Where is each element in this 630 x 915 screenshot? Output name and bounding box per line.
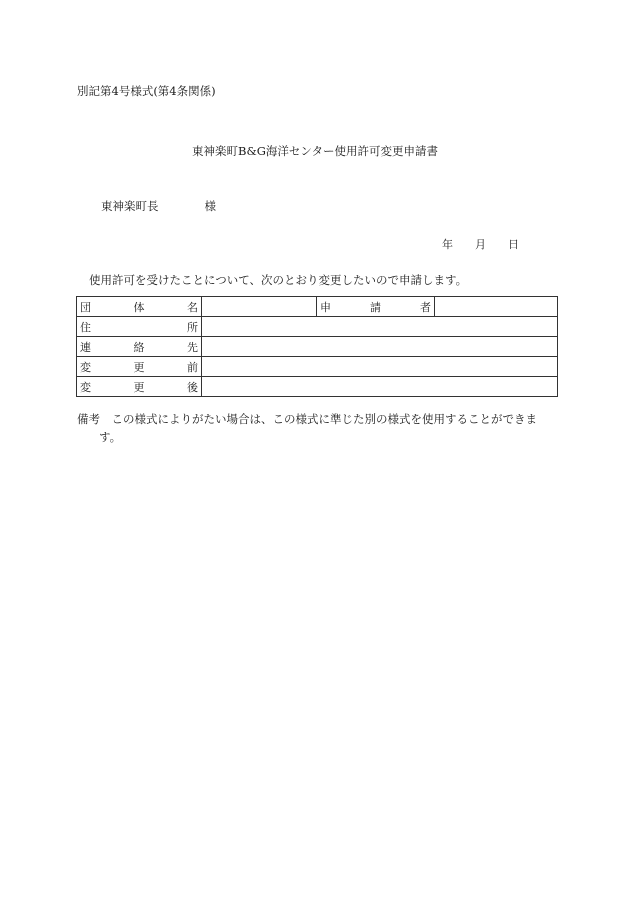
after-change-label: 変 更 後 (77, 377, 202, 397)
form-number: 別記第4号様式(第4条関係) (77, 84, 216, 98)
addressee (101, 198, 216, 214)
applicant-field[interactable] (435, 297, 558, 317)
application-table (76, 296, 558, 397)
after-change-field[interactable] (202, 377, 558, 397)
table-row (77, 317, 558, 337)
group-name-field[interactable] (202, 297, 317, 317)
address-label: 住 所 (77, 317, 202, 337)
remarks-line-1: 備考 この様式によりがたい場合は、この様式に準じた別の様式を使用することができま (77, 412, 537, 426)
applicant-label: 申 請 者 (317, 297, 435, 317)
before-change-label: 変 更 前 (77, 357, 202, 377)
contact-field[interactable] (202, 337, 558, 357)
addressee-honorific: 様 (204, 199, 216, 213)
table-row (77, 377, 558, 397)
table-row (77, 297, 558, 317)
table-row (77, 357, 558, 377)
date-line (442, 236, 519, 252)
month-label: 月 (475, 238, 486, 251)
remarks (77, 410, 557, 446)
contact-label: 連 絡 先 (77, 337, 202, 357)
document-title: 東神楽町B&G海洋センター使用許可変更申請書 (192, 144, 438, 158)
address-field[interactable] (202, 317, 558, 337)
day-label: 日 (508, 238, 519, 251)
group-name-label: 団 体 名 (77, 297, 202, 317)
table-row (77, 337, 558, 357)
addressee-name: 東神楽町長 (101, 199, 159, 213)
year-label: 年 (442, 238, 453, 251)
remarks-line-2: す。 (99, 430, 122, 444)
before-change-field[interactable] (202, 357, 558, 377)
request-statement: 使用許可を受けたことについて、次のとおり変更したいので申請します。 (89, 273, 468, 287)
